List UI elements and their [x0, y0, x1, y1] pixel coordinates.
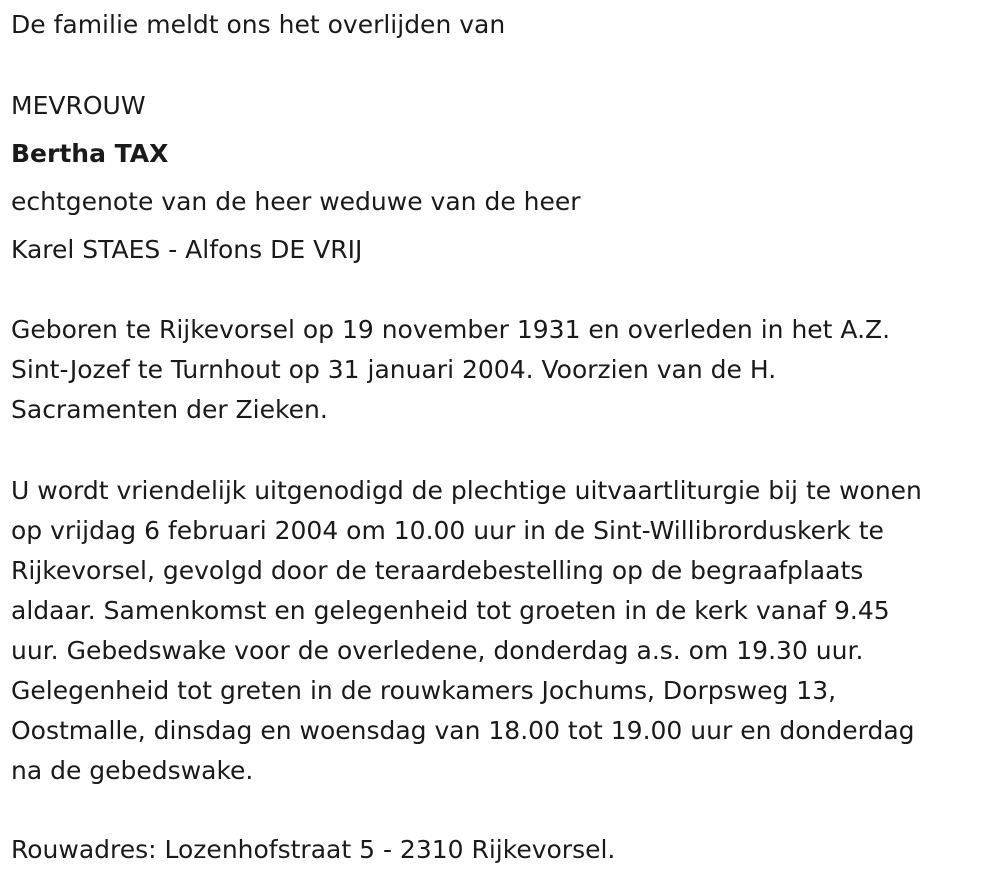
- spouses-line: Karel STAES - Alfons DE VRIJ: [11, 235, 363, 264]
- paragraph-line: Sacramenten der Zieken.: [11, 395, 328, 424]
- honorific: MEVROUW: [11, 91, 146, 120]
- paragraph-line: Geboren te Rijkevorsel op 19 november 1931 en overleden in het A.Z.: [11, 315, 891, 344]
- paragraph-line: Oostmalle, dinsdag en woensdag van 18.00 tot 19.00 uur en donderdag: [11, 716, 915, 745]
- relation-line: echtgenote van de heer weduwe van de heer: [11, 187, 581, 216]
- paragraph-line: na de gebedswake.: [11, 756, 254, 785]
- paragraph-line: uur. Gebedswake voor de overledene, donderdag a.s. om 19.30 uur.: [11, 636, 864, 665]
- address-line: Rouwadres: Lozenhofstraat 5 - 2310 Rijkevorsel.: [11, 835, 616, 864]
- intro-line: De familie meldt ons het overlijden van: [11, 10, 506, 39]
- paragraph-line: Gelegenheid tot greten in de rouwkamers Jochums, Dorpsweg 13,: [11, 676, 837, 705]
- paragraph-line: Sint-Jozef te Turnhout op 31 januari 2004. Voorzien van de H.: [11, 355, 777, 384]
- paragraph-line: U wordt vriendelijk uitgenodigd de plechtige uitvaartliturgie bij te wonen: [11, 476, 922, 505]
- paragraph-line: op vrijdag 6 februari 2004 om 10.00 uur in de Sint-Willibrorduskerk te: [11, 516, 884, 545]
- funeral-paragraph: [11, 471, 996, 791]
- deceased-name: Bertha TAX: [11, 139, 169, 168]
- paragraph-line: Rijkevorsel, gevolgd door de teraardebestelling op de begraafplaats: [11, 556, 864, 585]
- birth-paragraph: [11, 310, 996, 430]
- paragraph-line: aldaar. Samenkomst en gelegenheid tot groeten in de kerk vanaf 9.45: [11, 596, 890, 625]
